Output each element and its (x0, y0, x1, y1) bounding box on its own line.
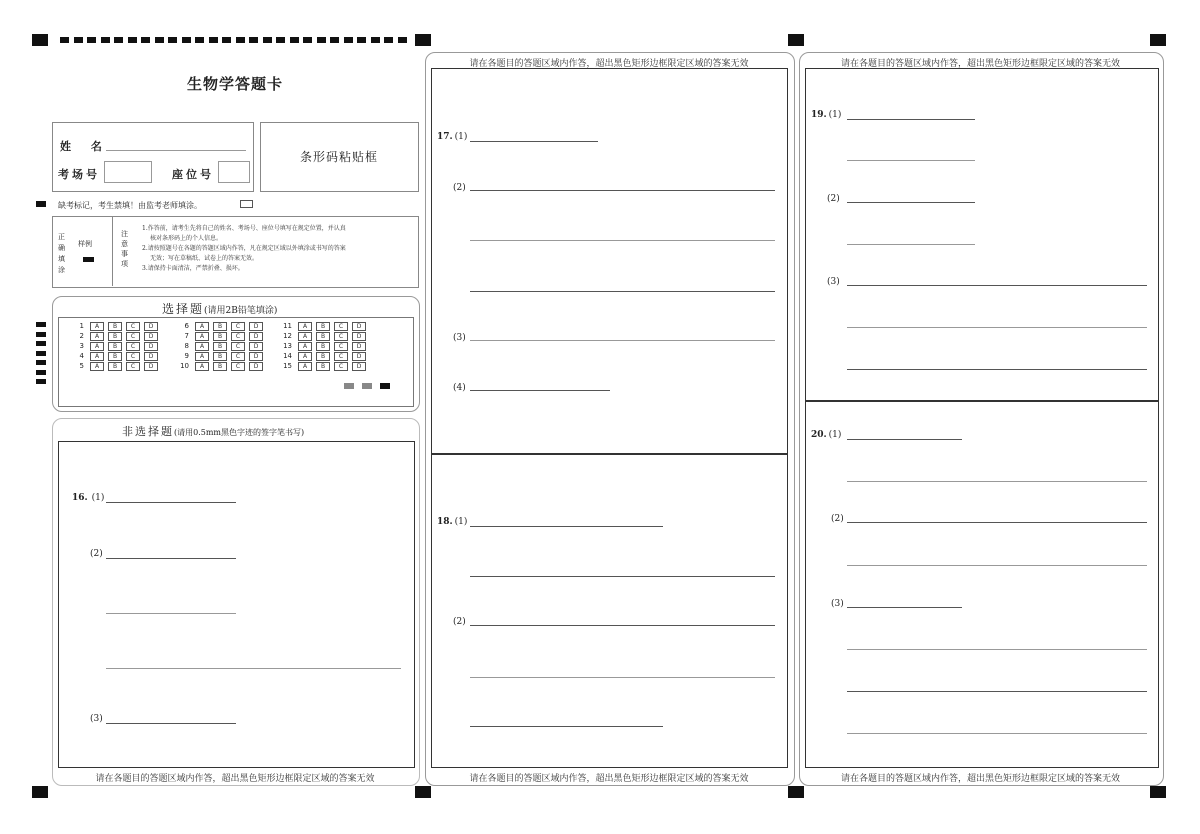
q20-part1 (811, 430, 841, 440)
choice-bubble-c[interactable]: C (334, 362, 348, 371)
timing-dash (74, 37, 83, 43)
choice-group (167, 321, 267, 371)
choice-bubble-b[interactable]: B (316, 352, 330, 361)
choice-row (270, 331, 370, 341)
q18-part1-line2[interactable] (470, 576, 775, 577)
q18-part1-label: (1) (454, 517, 468, 527)
choice-bubble-a[interactable]: A (195, 352, 209, 361)
timing-dash (384, 37, 393, 43)
choice-bubble-c[interactable]: C (231, 342, 245, 351)
alignment-mark-gray-1 (344, 383, 354, 389)
choice-bubble-d[interactable]: D (352, 362, 366, 371)
choice-bubble-c[interactable]: C (231, 322, 245, 331)
choice-bubble-a[interactable]: A (298, 362, 312, 371)
choice-row (167, 351, 267, 361)
exam-room-field[interactable] (104, 161, 152, 183)
choice-bubble-b[interactable]: B (316, 332, 330, 341)
choice-question-number: 15 (283, 362, 292, 370)
timing-dash (371, 37, 380, 43)
fill-label: 正确填涂 (58, 233, 65, 274)
timing-dash (209, 37, 218, 43)
corner-mark-bottom-mid-right (788, 786, 804, 798)
timing-dash (155, 37, 164, 43)
choice-title (162, 300, 277, 317)
corner-mark-bottom-mid-left (415, 786, 431, 798)
timing-track (60, 37, 410, 43)
choice-bubble-a[interactable]: A (195, 362, 209, 371)
notice-text (142, 224, 414, 274)
name-label: 姓 名 (60, 140, 102, 153)
choice-bubble-d[interactable]: D (144, 332, 158, 341)
choice-group (270, 321, 370, 371)
side-mark-column (36, 322, 46, 392)
choice-bubble-b[interactable]: B (108, 332, 122, 341)
timing-dash (330, 37, 339, 43)
choice-bubble-d[interactable]: D (352, 322, 366, 331)
side-mark (36, 370, 46, 375)
q17-part2-line2[interactable] (470, 240, 775, 241)
example-label: 样例 (78, 240, 92, 248)
timing-dash (60, 37, 69, 43)
choice-row (270, 351, 370, 361)
q20-part3-line3[interactable] (847, 691, 1147, 692)
choice-bubble-c[interactable]: C (126, 352, 140, 361)
q19-part2-line2[interactable] (847, 244, 975, 245)
footer-hint-col3-top: 请在各题目的答题区域内作答，超出黑色矩形边框限定区域的答案无效 (840, 59, 1120, 69)
choice-question-number: 14 (283, 352, 292, 360)
alignment-mark-black (380, 383, 390, 389)
choice-question-number: 11 (283, 322, 292, 330)
seat-label: 座位号 (172, 168, 214, 181)
choice-bubble-a[interactable]: A (90, 332, 104, 341)
choice-bubble-c[interactable]: C (334, 342, 348, 351)
q17-part4-line[interactable] (470, 390, 610, 391)
q17-part2-line3[interactable] (470, 291, 775, 292)
choice-subtitle: (请用2B铅笔填涂) (204, 306, 278, 316)
side-mark (36, 360, 46, 365)
choice-bubble-b[interactable]: B (213, 342, 227, 351)
choice-bubble-a[interactable]: A (90, 362, 104, 371)
q17-part2-line[interactable] (470, 190, 775, 191)
q20-part1-line[interactable] (847, 439, 962, 440)
page-title: 生物学答题卡 (186, 75, 283, 93)
choice-row (62, 361, 162, 371)
q19-part2-label: (2) (827, 194, 840, 204)
notice-label: 注意事项 (121, 230, 128, 268)
choice-bubble-d[interactable]: D (352, 332, 366, 341)
side-mark (36, 332, 46, 337)
choice-bubble-c[interactable]: C (126, 342, 140, 351)
q18-part1 (437, 517, 467, 527)
timing-dash (114, 37, 123, 43)
q18-part1-line[interactable] (470, 526, 663, 527)
choice-bubble-d[interactable]: D (144, 362, 158, 371)
name-field[interactable] (106, 150, 246, 151)
q17-part2-label: (2) (453, 183, 466, 193)
choice-bubble-b[interactable]: B (213, 322, 227, 331)
choice-bubble-d[interactable]: D (249, 362, 263, 371)
corner-mark-bottom-right (1150, 786, 1166, 798)
timing-dash (182, 37, 191, 43)
choice-row (167, 331, 267, 341)
q18-part2-line[interactable] (470, 625, 775, 626)
choice-question-number: 13 (283, 342, 292, 350)
choice-question-number: 9 (184, 352, 189, 360)
choice-bubble-a[interactable]: A (195, 332, 209, 341)
choice-bubble-c[interactable]: C (231, 332, 245, 341)
seat-field[interactable] (218, 161, 250, 183)
barcode-label: 条形码粘贴框 (300, 150, 379, 164)
choice-question-number: 8 (184, 342, 189, 350)
timing-dash (168, 37, 177, 43)
choice-bubble-d[interactable]: D (249, 352, 263, 361)
q18-answer-box (431, 453, 788, 768)
choice-bubble-d[interactable]: D (144, 322, 158, 331)
choice-group (62, 321, 162, 371)
choice-grid (62, 321, 402, 377)
choice-bubble-b[interactable]: B (316, 322, 330, 331)
exam-room-label: 考场号 (58, 168, 100, 181)
choice-bubble-a[interactable]: A (90, 352, 104, 361)
choice-bubble-c[interactable]: C (334, 332, 348, 341)
corner-mark-top-right (1150, 34, 1166, 46)
choice-row (167, 361, 267, 371)
notice-divider-1 (112, 216, 113, 286)
footer-hint-col1: 请在各题目的答题区域内作答，超出黑色矩形边框限定区域的答案无效 (95, 774, 375, 784)
notice-line: 核对条形码上的个人信息。 (150, 235, 223, 242)
choice-bubble-b[interactable]: B (316, 362, 330, 371)
q20-answer-box (805, 400, 1159, 768)
timing-dash (195, 37, 204, 43)
q17-part1-line[interactable] (470, 141, 598, 142)
choice-bubble-b[interactable]: B (108, 362, 122, 371)
choice-row (167, 341, 267, 351)
choice-bubble-b[interactable]: B (213, 362, 227, 371)
choice-bubble-c[interactable]: C (231, 362, 245, 371)
choice-bubble-d[interactable]: D (249, 322, 263, 331)
q16-part3-label: (3) (90, 714, 103, 724)
q20-part2-label: (2) (831, 514, 844, 524)
q18-num: 18. (437, 517, 453, 527)
timing-dash (128, 37, 137, 43)
q18-part2-line3[interactable] (470, 726, 663, 727)
nonchoice-subtitle: (请用0.5mm黑色字迹的签字笔书写) (174, 428, 305, 437)
q20-part3-line4[interactable] (847, 733, 1147, 734)
footer-hint-col3: 请在各题目的答题区域内作答，超出黑色矩形边框限定区域的答案无效 (840, 774, 1120, 784)
notice-line: 2.请按照题号在各题的答题区域内作答，凡在规定区域以外填涂或书写的答案 (142, 245, 346, 252)
timing-dash (101, 37, 110, 43)
q19-part1 (811, 110, 841, 120)
choice-bubble-c[interactable]: C (334, 352, 348, 361)
choice-bubble-b[interactable]: B (108, 352, 122, 361)
q17-part3-line[interactable] (470, 340, 775, 341)
timing-dash (236, 37, 245, 43)
alignment-mark-gray-2 (362, 383, 372, 389)
choice-bubble-c[interactable]: C (126, 322, 140, 331)
choice-bubble-a[interactable]: A (90, 322, 104, 331)
choice-question-number: 3 (79, 342, 84, 350)
choice-bubble-c[interactable]: C (126, 332, 140, 341)
choice-question-number: 12 (283, 332, 292, 340)
footer-hint-col2: 请在各题目的答题区域内作答，超出黑色矩形边框限定区域的答案无效 (469, 774, 749, 784)
timing-dash (87, 37, 96, 43)
choice-row (270, 361, 370, 371)
choice-row (62, 341, 162, 351)
absent-checkbox[interactable] (240, 200, 253, 208)
q19-part1-line2[interactable] (847, 160, 975, 161)
q18-part2-line2[interactable] (470, 677, 775, 678)
choice-row (167, 321, 267, 331)
q19-part2-line[interactable] (847, 202, 975, 203)
choice-bubble-a[interactable]: A (298, 352, 312, 361)
side-mark (36, 201, 46, 207)
q19-num: 19. (811, 110, 827, 120)
timing-dash (263, 37, 272, 43)
absent-note: 缺考标记，考生禁填！由监考老师填涂。 (58, 201, 202, 210)
q17-part1 (437, 132, 467, 142)
q16-part1-label: (1) (91, 493, 105, 503)
q16-part2-label: (2) (90, 549, 103, 559)
corner-mark-bottom-left (32, 786, 48, 798)
choice-row (62, 331, 162, 341)
footer-hint-col2-top: 请在各题目的答题区域内作答，超出黑色矩形边框限定区域的答案无效 (469, 59, 749, 69)
q16-num: 16. (72, 493, 88, 503)
corner-mark-top-mid-left (415, 34, 431, 46)
timing-dash (398, 37, 407, 43)
q20-part3-line2[interactable] (847, 649, 1147, 650)
choice-bubble-c[interactable]: C (231, 352, 245, 361)
choice-bubble-d[interactable]: D (249, 342, 263, 351)
timing-dash (317, 37, 326, 43)
timing-dash (141, 37, 150, 43)
choice-bubble-d[interactable]: D (144, 342, 158, 351)
timing-dash (222, 37, 231, 43)
q19-part1-line[interactable] (847, 119, 975, 120)
timing-dash (303, 37, 312, 43)
choice-question-number: 6 (184, 322, 189, 330)
corner-mark-top-mid-right (788, 34, 804, 46)
filled-example (83, 257, 94, 262)
corner-mark-top-left (32, 34, 48, 46)
choice-bubble-d[interactable]: D (352, 342, 366, 351)
timing-dash (357, 37, 366, 43)
q17-part4-label: (4) (453, 383, 466, 393)
timing-dash (344, 37, 353, 43)
choice-bubble-a[interactable]: A (298, 322, 312, 331)
q20-part2-line[interactable] (847, 522, 1147, 523)
choice-bubble-b[interactable]: B (213, 352, 227, 361)
q19-part3-line2[interactable] (847, 327, 1147, 328)
choice-question-number: 2 (79, 332, 84, 340)
choice-row (270, 321, 370, 331)
q20-part2-line2[interactable] (847, 565, 1147, 566)
timing-dash (276, 37, 285, 43)
choice-bubble-c[interactable]: C (334, 322, 348, 331)
choice-title-text: 选择题 (162, 302, 205, 316)
q20-part1-line2[interactable] (847, 481, 1147, 482)
side-mark (36, 322, 46, 327)
side-mark (36, 341, 46, 346)
q19-part3-line[interactable] (847, 285, 1147, 286)
choice-bubble-a[interactable]: A (298, 342, 312, 351)
q19-part3-line3[interactable] (847, 369, 1147, 370)
q19-part1-label: (1) (828, 110, 842, 120)
q19-part3-label: (3) (827, 277, 840, 287)
notice-line: 无效；写在草稿纸、试卷上的答案无效。 (150, 255, 259, 262)
q20-part1-label: (1) (828, 430, 842, 440)
q17-answer-box (431, 68, 788, 455)
choice-row (270, 341, 370, 351)
q20-part3-line[interactable] (847, 607, 962, 608)
timing-dash (290, 37, 299, 43)
choice-bubble-a[interactable]: A (195, 342, 209, 351)
q18-part2-label: (2) (453, 617, 466, 627)
q17-num: 17. (437, 132, 453, 142)
side-mark (36, 379, 46, 384)
choice-bubble-b[interactable]: B (108, 322, 122, 331)
choice-bubble-d[interactable]: D (352, 352, 366, 361)
q20-part3-label: (3) (831, 599, 844, 609)
q17-part1-label: (1) (454, 132, 468, 142)
choice-bubble-b[interactable]: B (213, 332, 227, 341)
choice-bubble-a[interactable]: A (298, 332, 312, 341)
q17-part3-label: (3) (453, 333, 466, 343)
choice-bubble-b[interactable]: B (316, 342, 330, 351)
q20-num: 20. (811, 430, 827, 440)
choice-question-number: 10 (180, 362, 189, 370)
side-mark (36, 351, 46, 356)
choice-bubble-b[interactable]: B (108, 342, 122, 351)
choice-question-number: 5 (79, 362, 84, 370)
choice-bubble-a[interactable]: A (90, 342, 104, 351)
choice-bubble-d[interactable]: D (144, 352, 158, 361)
col1-bottom-frame (52, 418, 420, 786)
choice-bubble-d[interactable]: D (249, 332, 263, 341)
choice-question-number: 7 (184, 332, 189, 340)
choice-question-number: 1 (79, 322, 84, 330)
choice-bubble-a[interactable]: A (195, 322, 209, 331)
choice-row (62, 351, 162, 361)
choice-row (62, 321, 162, 331)
notice-line: 1.作答前，请考生先将自己的姓名、考场号、座位号填写在规定位置，并认真 (142, 225, 346, 232)
notice-line: 3.请保持卡面清洁，严禁折叠、损坏。 (142, 265, 244, 272)
timing-dash (249, 37, 258, 43)
nonchoice-title-text: 非选择题 (122, 425, 174, 438)
choice-question-number: 4 (79, 352, 84, 360)
choice-bubble-c[interactable]: C (126, 362, 140, 371)
